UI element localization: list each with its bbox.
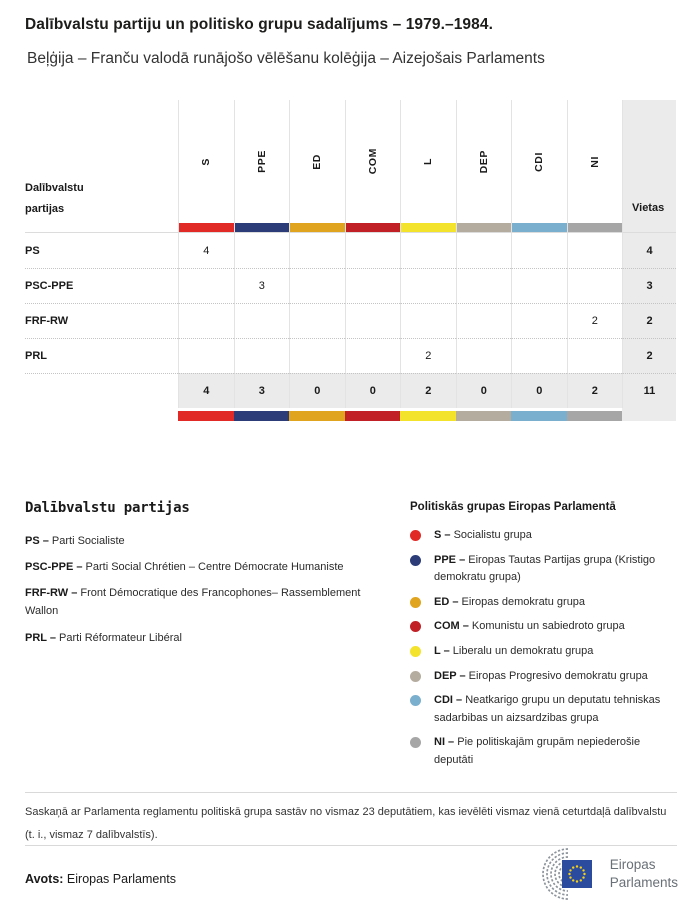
value-cell: 3 bbox=[234, 268, 290, 303]
legends-section bbox=[25, 498, 678, 777]
value-cell: 2 bbox=[567, 303, 623, 338]
group-color-bar-bottom-CDI bbox=[511, 408, 567, 421]
value-cell bbox=[178, 303, 234, 338]
group-name: Eiropas Tautas Partijas grupa (Kristigo demokratu grupa) bbox=[434, 553, 656, 584]
group-color-bar-DEP bbox=[456, 223, 512, 233]
value-cell bbox=[234, 303, 290, 338]
value-cell: 4 bbox=[178, 233, 234, 268]
value-cell bbox=[400, 268, 456, 303]
group-color-bar-L bbox=[400, 223, 456, 233]
party-legend-item bbox=[25, 558, 410, 576]
group-color-dot bbox=[410, 737, 421, 748]
value-cell bbox=[567, 268, 623, 303]
column-header-label: ED bbox=[311, 153, 324, 170]
group-color-dot bbox=[410, 695, 421, 706]
group-color-bar-CDI bbox=[511, 223, 567, 233]
group-name: Liberalu un demokratu grupa bbox=[452, 644, 594, 657]
column-header-label: COM bbox=[366, 148, 379, 175]
group-legend-item bbox=[410, 643, 678, 661]
value-cell bbox=[345, 303, 401, 338]
column-header-L bbox=[400, 100, 456, 223]
group-abbr: S – bbox=[434, 529, 451, 541]
total-seats-cell: 11 bbox=[622, 373, 676, 408]
seats-cell: 3 bbox=[622, 268, 676, 303]
divider-bottom bbox=[25, 845, 677, 846]
page-title: Dalībvalstu partiju un politisko grupu sadalījums – 1979.–1984. bbox=[25, 16, 493, 33]
column-header-COM bbox=[345, 100, 401, 223]
group-color-bar-bottom-ED bbox=[289, 408, 345, 421]
row-header-label: Dalībvalstu partijas bbox=[25, 182, 84, 215]
total-cell: 2 bbox=[567, 373, 623, 408]
value-cell bbox=[345, 268, 401, 303]
group-legend-item bbox=[410, 692, 678, 727]
party-name: Parti Réformateur Libéral bbox=[59, 631, 182, 644]
group-color-bar-COM bbox=[345, 223, 401, 233]
party-abbr: PSC-PPE – bbox=[25, 561, 83, 574]
group-abbr: COM – bbox=[434, 620, 469, 633]
group-name: Eiropas demokratu grupa bbox=[461, 595, 586, 608]
party-label: PSC-PPE bbox=[25, 268, 178, 303]
group-color-bar-bottom-NI bbox=[567, 408, 623, 421]
value-cell bbox=[178, 338, 234, 373]
party-legend-item bbox=[25, 532, 410, 550]
group-color-bar-S bbox=[178, 223, 234, 233]
value-cell bbox=[567, 233, 623, 268]
column-header-ED bbox=[289, 100, 345, 223]
value-cell bbox=[289, 338, 345, 373]
total-row-spacer bbox=[25, 373, 178, 408]
total-cell: 0 bbox=[511, 373, 567, 408]
value-cell bbox=[345, 338, 401, 373]
column-header-label: DEP bbox=[477, 149, 490, 174]
value-cell bbox=[456, 303, 512, 338]
party-legend-item bbox=[25, 629, 410, 647]
value-cell bbox=[289, 303, 345, 338]
group-legend-text bbox=[434, 552, 678, 587]
column-header-label: S bbox=[200, 157, 213, 166]
group-name: Pie politiskajām grupām nepiederošie deputāti bbox=[434, 736, 641, 766]
group-abbr: L – bbox=[434, 644, 450, 657]
value-cell bbox=[511, 303, 567, 338]
group-color-bar-bottom-PPE bbox=[234, 408, 290, 421]
vietas-bottom-cell bbox=[622, 408, 676, 421]
group-legend-text bbox=[434, 692, 678, 727]
column-header-label: NI bbox=[588, 155, 601, 168]
column-header-label: L bbox=[422, 157, 435, 165]
group-legend-item bbox=[410, 594, 678, 612]
total-cell: 2 bbox=[400, 373, 456, 408]
group-abbr: ED – bbox=[434, 595, 459, 608]
party-name: Parti Socialiste bbox=[51, 535, 125, 547]
group-color-bar-ED bbox=[289, 223, 345, 233]
group-color-bar-bottom-DEP bbox=[456, 408, 512, 421]
bar-row-spacer bbox=[25, 223, 178, 233]
value-cell bbox=[234, 338, 290, 373]
group-color-bar-NI bbox=[567, 223, 623, 233]
group-abbr: NI – bbox=[434, 736, 455, 749]
party-label: FRF-RW bbox=[25, 303, 178, 338]
value-cell bbox=[456, 233, 512, 268]
value-cell bbox=[511, 338, 567, 373]
value-cell bbox=[289, 268, 345, 303]
total-cell: 0 bbox=[289, 373, 345, 408]
group-legend-text bbox=[434, 668, 648, 686]
value-cell bbox=[178, 268, 234, 303]
group-legend-heading: Politiskās grupas Eiropas Parlamentā bbox=[410, 501, 616, 513]
group-name: Neatkarigo grupu un deputatu tehniskas sadarbibas un aizsardzibas grupa bbox=[434, 694, 661, 724]
footnote: Saskaņā ar Parlamenta reglamentu politiskā grupa sastāv no vismaz 23 deputātiem, kas ievēlēti vismaz vienā ceturtdaļā dalībvalstu (t. i., vismaz 7 dalībvalstīs). bbox=[25, 806, 667, 841]
column-header-S bbox=[178, 100, 234, 223]
seats-cell: 2 bbox=[622, 303, 676, 338]
eu-flag bbox=[562, 860, 592, 888]
total-cell: 0 bbox=[456, 373, 512, 408]
value-cell bbox=[511, 268, 567, 303]
value-cell bbox=[456, 338, 512, 373]
page-subtitle: Beļģija – Franču valodā runājošo vēlēšanu kolēģija – Aizejošais Parlaments bbox=[27, 50, 545, 67]
group-color-dot bbox=[410, 555, 421, 566]
seats-cell: 4 bbox=[622, 233, 676, 268]
group-color-bar-bottom-COM bbox=[345, 408, 401, 421]
value-cell bbox=[567, 338, 623, 373]
party-legend-heading: Dalībvalstu partijas bbox=[25, 500, 190, 516]
group-legend bbox=[410, 498, 678, 777]
distribution-table bbox=[25, 100, 676, 421]
group-legend-item bbox=[410, 734, 678, 769]
party-abbr: PRL – bbox=[25, 631, 56, 644]
group-color-dot bbox=[410, 646, 421, 657]
source-value: Eiropas Parlaments bbox=[66, 872, 176, 886]
value-cell bbox=[456, 268, 512, 303]
group-legend-items bbox=[410, 527, 678, 770]
seats-cell: 2 bbox=[622, 338, 676, 373]
value-cell bbox=[234, 233, 290, 268]
party-legend bbox=[25, 498, 410, 777]
column-header-NI bbox=[567, 100, 623, 223]
group-name: Komunistu un sabiedroto grupa bbox=[471, 620, 625, 633]
group-legend-item bbox=[410, 552, 678, 587]
column-header-vietas bbox=[622, 100, 676, 223]
total-cell: 3 bbox=[234, 373, 290, 408]
group-legend-item bbox=[410, 618, 678, 636]
value-cell bbox=[289, 233, 345, 268]
party-name: Front Démocratique des Francophones– Rassemblement Wallon bbox=[25, 587, 361, 618]
party-legend-items bbox=[25, 532, 410, 647]
source-line bbox=[25, 872, 176, 886]
party-label: PS bbox=[25, 244, 40, 257]
party-abbr: FRF-RW – bbox=[25, 587, 78, 600]
group-abbr: PPE – bbox=[434, 553, 466, 566]
ep-logo-line2: Parlaments bbox=[609, 875, 678, 890]
value-cell bbox=[400, 233, 456, 268]
divider-top bbox=[25, 792, 677, 793]
group-legend-item bbox=[410, 668, 678, 686]
column-header-label: CDI bbox=[533, 151, 546, 172]
group-abbr: DEP – bbox=[434, 669, 466, 682]
column-header-PPE bbox=[234, 100, 290, 223]
column-header-CDI bbox=[511, 100, 567, 223]
group-name: Eiropas Progresivo demokratu grupa bbox=[468, 669, 648, 682]
group-legend-text bbox=[434, 643, 593, 661]
party-abbr: PS – bbox=[25, 535, 49, 547]
column-header-DEP bbox=[456, 100, 512, 223]
group-color-dot bbox=[410, 671, 421, 682]
group-abbr: CDI – bbox=[434, 694, 463, 707]
column-header-label: PPE bbox=[255, 150, 268, 173]
value-cell bbox=[511, 233, 567, 268]
ep-logo-graphic bbox=[527, 847, 601, 901]
group-color-dot bbox=[410, 621, 421, 632]
party-legend-item bbox=[25, 584, 410, 620]
ep-logo-line1: Eiropas bbox=[609, 857, 656, 873]
group-legend-text bbox=[434, 618, 625, 636]
vietas-bar-cell bbox=[622, 223, 676, 233]
group-color-bar-PPE bbox=[234, 223, 290, 233]
bottom-bar-spacer bbox=[25, 408, 178, 421]
table-corner-header bbox=[25, 100, 178, 223]
party-name: Parti Social Chrétien – Centre Démocrate Humaniste bbox=[85, 561, 344, 574]
total-cell: 0 bbox=[345, 373, 401, 408]
group-color-dot bbox=[410, 597, 421, 608]
party-label: PRL bbox=[25, 338, 178, 373]
group-color-bar-bottom-L bbox=[400, 408, 456, 421]
source-label: Avots: bbox=[25, 872, 64, 886]
value-cell bbox=[400, 303, 456, 338]
total-cell: 4 bbox=[178, 373, 234, 408]
value-cell: 2 bbox=[400, 338, 456, 373]
group-legend-text bbox=[434, 734, 678, 769]
group-color-bar-bottom-S bbox=[178, 408, 234, 421]
group-legend-text bbox=[434, 527, 532, 545]
group-color-dot bbox=[410, 530, 421, 541]
ep-logo-wordmark bbox=[610, 856, 678, 891]
group-legend-item bbox=[410, 527, 678, 545]
value-cell bbox=[345, 233, 401, 268]
group-name: Socialistu grupa bbox=[453, 529, 532, 541]
ep-logo bbox=[527, 847, 678, 901]
group-legend-text bbox=[434, 594, 585, 612]
vietas-label: Vietas bbox=[632, 202, 665, 214]
